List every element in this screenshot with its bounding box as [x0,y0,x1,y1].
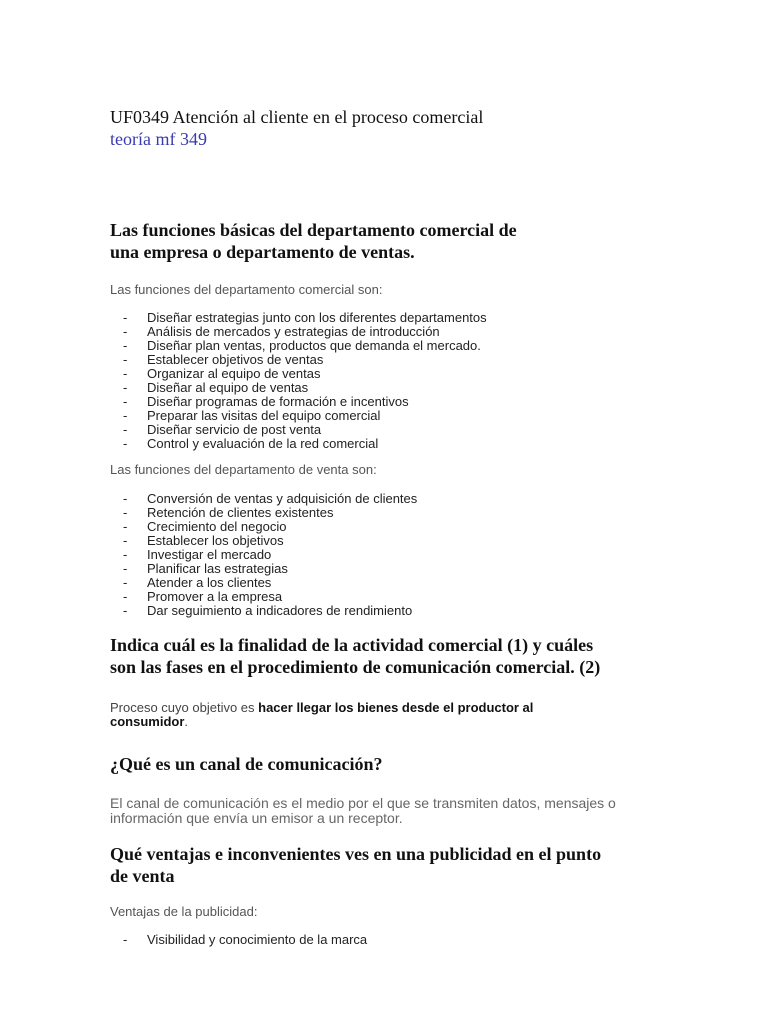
dash-bullet: - [123,436,128,451]
dash-bullet: - [123,932,128,947]
list-item [110,367,487,381]
heading-line: una empresa o departamento de ventas. [110,242,415,262]
list-item [110,562,417,576]
answer-bold: hacer llegar los bienes desde el productor al [258,700,534,715]
list-item [110,437,487,451]
answer-line [110,715,533,729]
list-item-text: Crecimiento del negocio [147,519,287,534]
list-item [110,506,417,520]
list-item [110,409,487,423]
dash-bullet: - [123,519,128,534]
answer-prefix: Proceso cuyo objetivo es [110,700,259,715]
list-item-text: Promover a la empresa [147,589,283,604]
answer-suffix: . [184,714,189,729]
list-funciones-venta [110,492,417,618]
dash-bullet: - [123,533,128,548]
list-item-text: Dar seguimiento a indicadores de rendimiento [147,603,413,618]
document-title: UF0349 Atención al cliente en el proceso comercial [110,107,484,127]
section-heading-finalidad [110,634,600,678]
answer-line [110,701,533,715]
answer-finalidad [110,701,533,729]
dash-bullet: - [123,491,128,506]
list-item [110,395,487,409]
list-item-text: Conversión de ventas y adquisición de clientes [147,491,418,506]
list-item [110,423,487,437]
list-item [110,604,417,618]
dash-bullet: - [123,505,128,520]
dash-bullet: - [123,352,128,367]
answer-canal [110,796,616,826]
dash-bullet: - [123,394,128,409]
dash-bullet: - [123,366,128,381]
list-item [110,325,487,339]
dash-bullet: - [123,422,128,437]
answer-line: información que envía un emisor a un receptor. [110,810,403,826]
list-item [110,534,417,548]
dash-bullet: - [123,310,128,325]
list-item-text: Diseñar programas de formación e incentivos [147,394,409,409]
heading-line: Indica cuál es la finalidad de la actividad comercial (1) y cuáles [110,635,594,655]
list-item-text: Planificar las estrategias [147,561,288,576]
intro-ventajas: Ventajas de la publicidad: [110,904,258,919]
intro-venta: Las funciones del departamento de venta son: [110,462,377,477]
list-item-text: Visibilidad y conocimiento de la marca [147,932,368,947]
list-ventajas [110,933,367,947]
dash-bullet: - [123,338,128,353]
intro-comercial: Las funciones del departamento comercial son: [110,282,383,297]
section-heading-ventajas [110,843,601,887]
section-heading-canal: ¿Qué es un canal de comunicación? [110,754,383,774]
heading-line: Qué ventajas e inconvenientes ves en una publicidad en el punto [110,844,602,864]
dash-bullet: - [123,589,128,604]
list-item [110,548,417,562]
dash-bullet: - [123,547,128,562]
dash-bullet: - [123,380,128,395]
list-item [110,576,417,590]
answer-line: El canal de comunicación es el medio por el que se transmiten datos, mensajes o [110,795,616,811]
list-item [110,933,367,947]
list-item-text: Preparar las visitas del equipo comercial [147,408,381,423]
document-subtitle: teoría mf 349 [110,129,207,149]
dash-bullet: - [123,324,128,339]
list-item-text: Atender a los clientes [147,575,272,590]
list-item [110,311,487,325]
list-item-text: Análisis de mercados y estrategias de introducción [147,324,440,339]
heading-line: de venta [110,866,175,886]
heading-line: son las fases en el procedimiento de comunicación comercial. (2) [110,657,601,677]
list-item-text: Diseñar al equipo de ventas [147,380,309,395]
list-item-text: Diseñar estrategias junto con los diferentes departamentos [147,310,487,325]
list-item-text: Diseñar servicio de post venta [147,422,322,437]
section-heading-funciones [110,219,517,263]
list-funciones-comercial [110,311,487,451]
list-item-text: Retención de clientes existentes [147,505,334,520]
list-item-text: Establecer los objetivos [147,533,284,548]
heading-line: Las funciones básicas del departamento comercial de [110,220,517,240]
list-item-text: Control y evaluación de la red comercial [147,436,379,451]
dash-bullet: - [123,561,128,576]
list-item [110,353,487,367]
list-item-text: Establecer objetivos de ventas [147,352,324,367]
dash-bullet: - [123,603,128,618]
list-item [110,339,487,353]
list-item [110,590,417,604]
list-item [110,381,487,395]
answer-bold: consumidor [110,714,185,729]
list-item-text: Investigar el mercado [147,547,272,562]
dash-bullet: - [123,575,128,590]
list-item [110,520,417,534]
dash-bullet: - [123,408,128,423]
list-item [110,492,417,506]
list-item-text: Diseñar plan ventas, productos que demanda el mercado. [147,338,481,353]
list-item-text: Organizar al equipo de ventas [147,366,321,381]
